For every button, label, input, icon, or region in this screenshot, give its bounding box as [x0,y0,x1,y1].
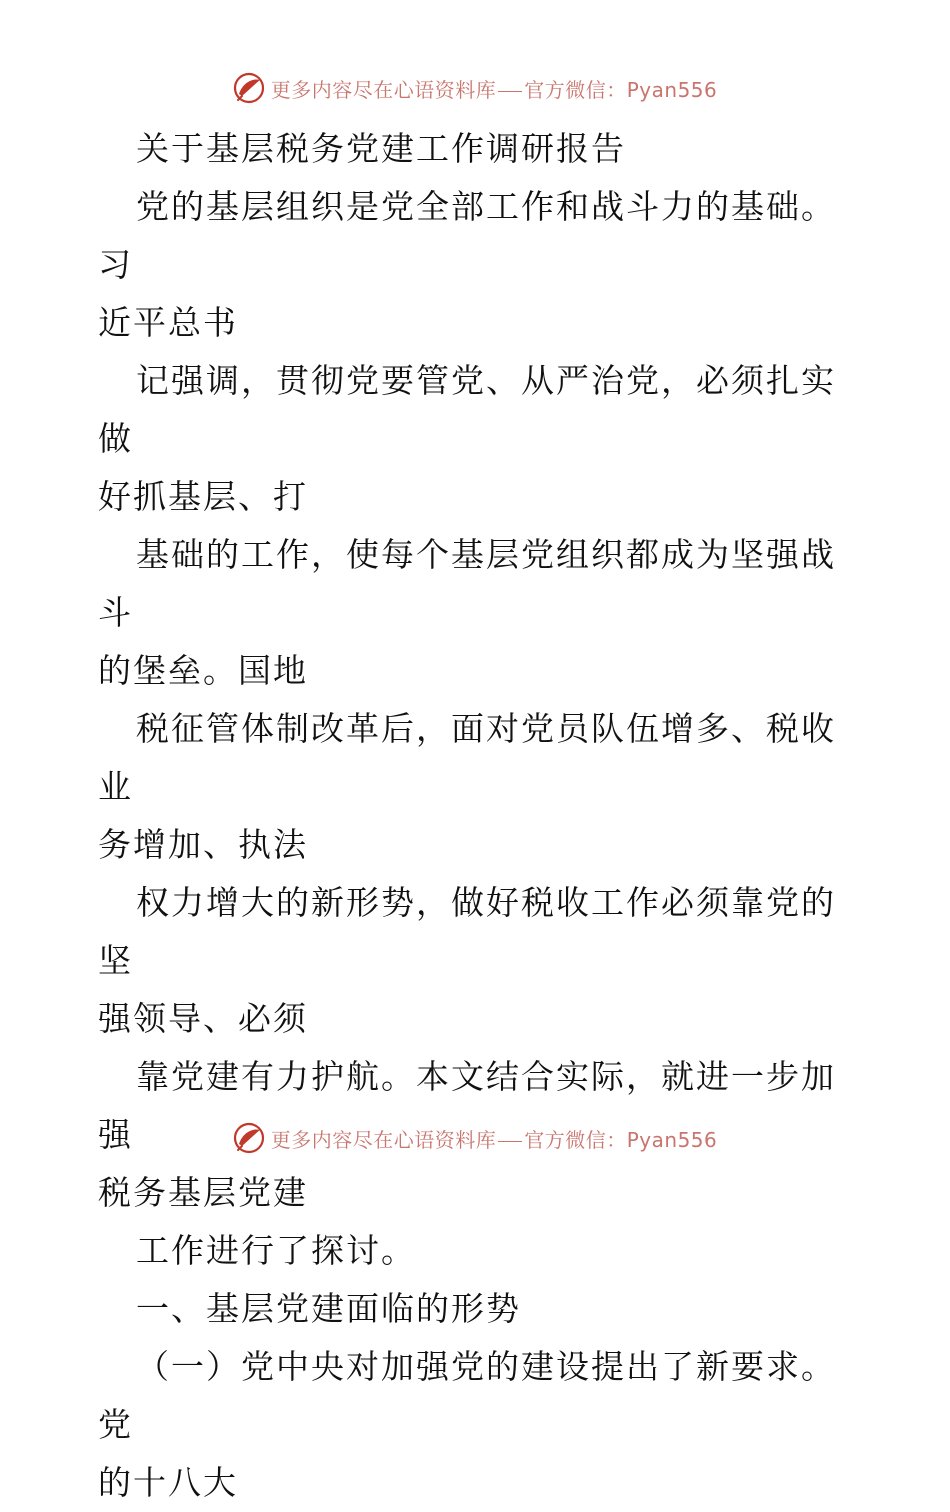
footer-watermark [0,1122,950,1154]
paragraph-line: 好抓基层、打 [98,477,308,516]
watermark-text-wechat: 官方微信： [524,77,627,102]
paragraph-line: 权力增大的新形势，做好税收工作必须靠党的坚 [98,883,836,980]
watermark-text-cn: 更多内容尽在心语资料库 [270,77,497,102]
paragraph-line: 税征管体制改革后，面对党员队伍增多、税收业 [98,709,836,806]
paragraph-line: 靠党建有力护航。本文结合实际，就进一步加强 [98,1057,836,1154]
paragraph-line: 记强调，贯彻党要管党、从严治党，必须扎实做 [98,361,836,458]
paragraph-line: 强领导、必须 [98,999,308,1038]
paragraph-line: 工作进行了探讨。 [136,1231,416,1270]
watermark-text-id: Pyan556 [626,77,718,102]
document-title: 关于基层税务党建工作调研报告 [136,129,626,168]
paragraph-line: 务增加、执法 [98,825,308,864]
header-watermark [0,72,950,104]
watermark-text-id: Pyan556 [626,1127,718,1152]
paragraph-line: 近平总书 [98,303,238,342]
watermark-separator [498,91,522,92]
watermark-separator [498,1141,522,1142]
section-heading: 一、基层党建面临的形势 [136,1289,521,1328]
paragraph-line: 党的基层组织是党全部工作和战斗力的基础。习 [98,187,836,284]
pen-logo-icon [233,1122,265,1154]
watermark-text-wechat: 官方微信： [524,1127,627,1152]
paragraph-line: 基础的工作，使每个基层党组织都成为坚强战斗 [98,535,836,632]
paragraph-line: 的十八大 [98,1463,238,1502]
watermark-text-cn: 更多内容尽在心语资料库 [270,1127,497,1152]
document-body [98,120,858,1512]
subsection-heading: （一）党中央对加强党的建设提出了新要求。党 [98,1347,836,1444]
pen-logo-icon [233,72,265,104]
paragraph-line: 的堡垒。国地 [98,651,308,690]
paragraph-line: 税务基层党建 [98,1173,308,1212]
